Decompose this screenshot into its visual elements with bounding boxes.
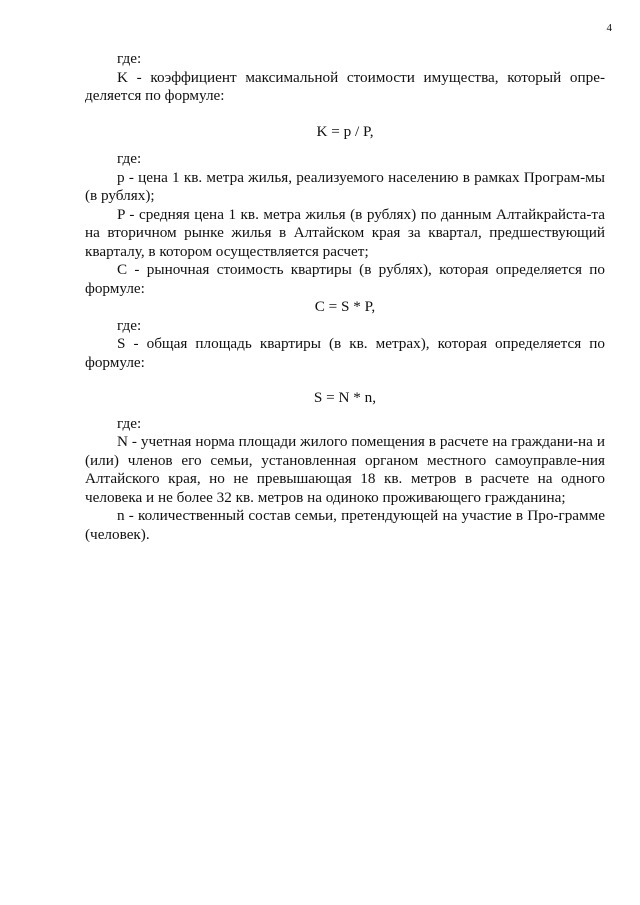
where-label-2: где: xyxy=(117,150,142,167)
average-price-definition: P - средняя цена 1 кв. метра жилья (в рублях) по данным Алтайкрайста-та на вторичном рынке жилья в Алтайском края за квартал, предшествующий кварталу, в котором осуществляется расчет; xyxy=(85,205,605,260)
where-label-4: где: xyxy=(117,414,142,432)
family-size-definition: n - количественный состав семьи, претендующей на участие в Про-грамме (человек). xyxy=(85,507,605,543)
area-norm-definition: N - учетная норма площади жилого помещения в расчете на граждани-на и (или) членов его семьи, установленная органом местного самоуправле-ния Алтайского края, но не превышающая 18 кв. метров в расчете на одного человека и не более 32 кв. метров на одиноко проживающего гражданина; xyxy=(85,433,605,506)
k-coefficient-definition: K - коэффициент максимальной стоимости имущества, который опре-деляется по формуле: xyxy=(85,68,605,104)
document-body xyxy=(85,50,605,544)
where-label-3: где: xyxy=(117,316,142,334)
market-value-definition: C - рыночная стоимость квартиры (в рублях), которая определяется по формуле: xyxy=(85,261,605,297)
formula-c: C = S * P, xyxy=(314,298,376,315)
area-definition: S - общая площадь квартиры (в кв. метрах), которая определяется по формуле: xyxy=(85,335,605,371)
p-price-definition: p - цена 1 кв. метра жилья, реализуемого населению в рамках Програм-мы (в рублях); xyxy=(85,168,605,204)
where-label-1: где: xyxy=(117,50,142,67)
page-number: 4 xyxy=(606,22,612,34)
formula-s: S = N * n, xyxy=(313,389,377,406)
formula-k: K = p / P, xyxy=(316,122,374,140)
